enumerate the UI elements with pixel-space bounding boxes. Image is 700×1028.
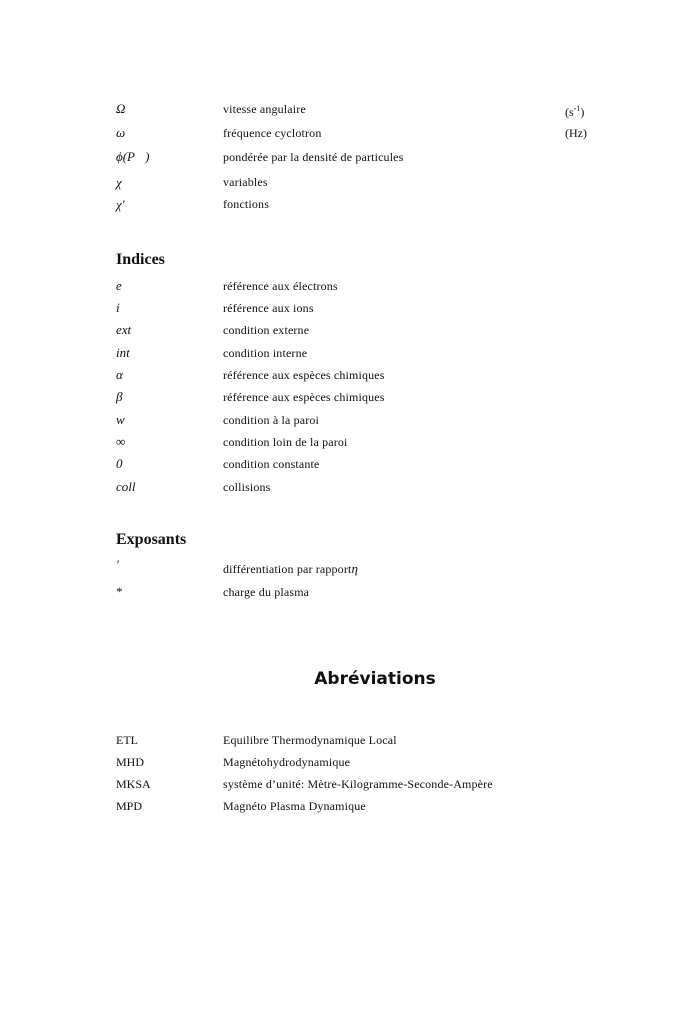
- index-description-zero: condition constante: [223, 457, 320, 471]
- index-description-e: référence aux électrons: [223, 279, 338, 293]
- index-description-ext: condition externe: [223, 323, 310, 337]
- description-omega-upper: vitesse angulaire: [223, 102, 306, 116]
- index-symbol-w: w: [116, 412, 125, 427]
- symbol-omega-upper: Ω: [116, 101, 126, 116]
- index-symbol-ext: ext: [116, 322, 132, 337]
- symbol-phi-p: ϕ(P⃗): [116, 149, 150, 164]
- index-description-i: référence aux ions: [223, 301, 314, 315]
- abbreviation-etl: ETL: [116, 733, 138, 747]
- index-symbol-e: e: [116, 278, 122, 293]
- index-symbol-zero: 0: [116, 456, 123, 471]
- index-description-alpha: référence aux espèces chimiques: [223, 368, 385, 382]
- abbreviation-description-mpd: Magnéto Plasma Dynamique: [223, 799, 366, 813]
- abbreviation-description-mhd: Magnétohydrodynamique: [223, 755, 351, 769]
- index-symbol-int: int: [116, 345, 130, 360]
- index-description-coll: collisions: [223, 480, 271, 494]
- exposants-heading: Exposants: [116, 531, 187, 548]
- index-description-infinity: condition loin de la paroi: [223, 435, 348, 449]
- exponent-description-prime-text: différentiation par rapport: [223, 562, 352, 576]
- abreviations-title: Abréviations: [314, 669, 436, 689]
- unit-omega-lower: (Hz): [565, 126, 587, 140]
- abbreviation-mksa: MKSA: [116, 777, 151, 791]
- index-symbol-infinity: ∞: [116, 434, 126, 449]
- unit-exponent: -1: [573, 104, 581, 113]
- index-description-beta: référence aux espèces chimiques: [223, 390, 385, 404]
- unit-omega-upper: $(s^{-1})$: [565, 104, 585, 119]
- description-omega-lower: fréquence cyclotron: [223, 126, 322, 140]
- eta-symbol: η: [351, 561, 359, 576]
- index-symbol-alpha: α: [116, 367, 123, 382]
- description-chi-prime: fonctions: [223, 197, 270, 211]
- description-chi: variables: [223, 175, 268, 189]
- symbol-omega-lower: ω: [116, 125, 126, 140]
- abbreviation-description-mksa: système d’unité: Mètre-Kilogramme-Seconde-Ampère: [223, 777, 493, 791]
- index-symbol-coll: coll: [116, 479, 136, 494]
- exponent-symbol-star: *: [116, 584, 123, 599]
- exponent-symbol-prime: ′: [116, 557, 119, 572]
- symbol-chi: χ: [116, 175, 122, 190]
- symbol-chi-prime: χ′: [116, 197, 125, 212]
- index-symbol-i: i: [116, 300, 120, 315]
- exponent-description-prime: [223, 561, 358, 577]
- index-symbol-beta: β: [116, 389, 123, 404]
- index-description-int: condition interne: [223, 346, 308, 360]
- abbreviation-description-etl: Equilibre Thermodynamique Local: [223, 733, 397, 747]
- exponent-description-star: charge du plasma: [223, 585, 310, 599]
- index-description-w: condition à la paroi: [223, 413, 319, 427]
- description-phi-p: pondérée par la densité de particules: [223, 150, 404, 164]
- indices-heading: Indices: [116, 251, 165, 268]
- abbreviation-mpd: MPD: [116, 799, 143, 813]
- abbreviation-mhd: MHD: [116, 755, 145, 769]
